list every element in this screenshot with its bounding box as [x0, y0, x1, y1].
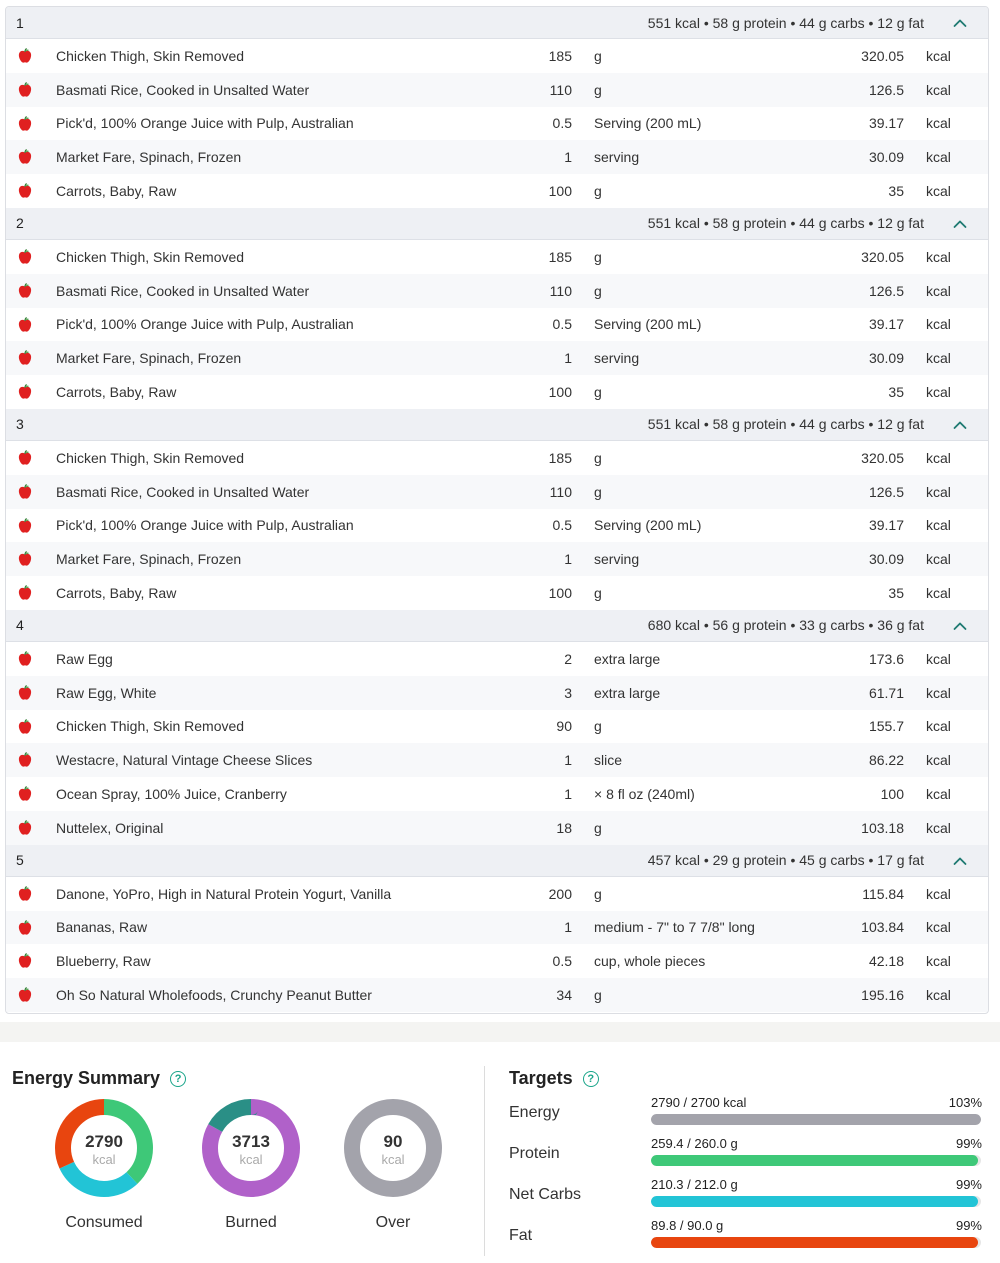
donut-label: Burned [225, 1214, 277, 1231]
food-name[interactable]: Chicken Thigh, Skin Removed [56, 47, 245, 64]
meal-number: 1 [16, 14, 24, 31]
food-row[interactable] [6, 509, 988, 543]
target-percent: 99% [955, 1177, 982, 1192]
food-unit[interactable]: medium - 7" to 7 7/8" long [594, 919, 755, 936]
food-amount[interactable]: 185 [548, 47, 572, 64]
target-progress-bar [651, 1155, 981, 1166]
food-unit[interactable]: cup, whole pieces [594, 953, 706, 970]
meal-summary: 551 kcal • 58 g protein • 44 g carbs • 12 g fat [647, 14, 924, 31]
food-kcal-unit: kcal [926, 684, 951, 701]
food-name[interactable]: Pick'd, 100% Orange Juice with Pulp, Australian [56, 517, 354, 534]
food-kcal-unit: kcal [926, 115, 951, 132]
food-unit[interactable]: g [594, 585, 602, 602]
chevron-up-icon[interactable] [952, 853, 968, 869]
food-unit[interactable]: g [594, 47, 602, 64]
food-unit[interactable]: extra large [594, 650, 661, 667]
food-kcal: 155.7 [868, 718, 904, 735]
energy-summary-header [12, 1068, 186, 1089]
food-name[interactable]: Bananas, Raw [56, 919, 148, 936]
food-amount[interactable]: 1 [564, 786, 572, 803]
target-value: 2790 / 2700 kcal [651, 1095, 747, 1110]
apple-icon [16, 47, 34, 65]
food-kcal: 30.09 [868, 350, 904, 367]
meal-number: 4 [16, 617, 24, 634]
food-amount[interactable]: 1 [564, 149, 572, 166]
food-unit[interactable]: serving [594, 149, 640, 166]
food-row[interactable] [6, 777, 988, 811]
food-kcal: 126.5 [868, 81, 904, 98]
food-unit[interactable]: serving [594, 551, 640, 568]
food-kcal: 42.18 [868, 953, 904, 970]
food-amount[interactable]: 34 [556, 987, 572, 1004]
food-name[interactable]: Raw Egg, White [56, 684, 157, 701]
target-value: 259.4 / 260.0 g [651, 1136, 738, 1151]
food-amount[interactable]: 0.5 [552, 115, 572, 132]
donut-consumed [54, 1098, 154, 1231]
food-name[interactable]: Market Fare, Spinach, Frozen [56, 149, 242, 166]
apple-icon [16, 751, 34, 769]
energy-summary-title: Energy Summary [12, 1068, 161, 1088]
food-row[interactable] [6, 911, 988, 945]
meal-header[interactable] [6, 845, 988, 877]
food-kcal: 30.09 [868, 149, 904, 166]
food-name[interactable]: Raw Egg [56, 650, 113, 667]
food-kcal: 103.84 [861, 919, 904, 936]
apple-icon [16, 383, 34, 401]
apple-icon [16, 650, 34, 668]
food-name[interactable]: Pick'd, 100% Orange Juice with Pulp, Australian [56, 115, 354, 132]
target-progress-bar [651, 1237, 981, 1248]
food-unit[interactable]: g [594, 81, 602, 98]
chevron-up-icon[interactable] [952, 417, 968, 433]
food-kcal-unit: kcal [926, 786, 951, 803]
apple-icon [16, 584, 34, 602]
apple-icon [16, 115, 34, 133]
food-kcal-unit: kcal [926, 953, 951, 970]
food-amount[interactable]: 110 [549, 282, 572, 299]
help-icon[interactable]: ? [583, 1071, 599, 1087]
food-unit[interactable]: serving [594, 350, 640, 367]
food-kcal-unit: kcal [926, 47, 951, 64]
apple-icon [16, 349, 34, 367]
food-row[interactable] [6, 174, 988, 208]
food-kcal: 320.05 [861, 248, 904, 265]
apple-icon [16, 449, 34, 467]
food-kcal: 115.84 [862, 885, 904, 902]
food-amount[interactable]: 0.5 [552, 316, 572, 333]
apple-icon [16, 148, 34, 166]
food-kcal: 39.17 [868, 115, 904, 132]
apple-icon [16, 819, 34, 837]
food-kcal: 35 [888, 585, 904, 602]
donut-label: Consumed [65, 1214, 143, 1231]
apple-icon [16, 182, 34, 200]
food-kcal-unit: kcal [926, 551, 951, 568]
food-kcal: 39.17 [868, 316, 904, 333]
food-amount[interactable]: 100 [548, 384, 572, 401]
food-name[interactable]: Basmati Rice, Cooked in Unsalted Water [56, 483, 310, 500]
donut-label: Over [375, 1214, 411, 1231]
targets-title: Targets [509, 1068, 573, 1088]
food-row[interactable] [6, 73, 988, 107]
donut-over [343, 1098, 443, 1231]
food-amount[interactable]: 185 [548, 248, 572, 265]
food-unit[interactable]: Serving (200 mL) [594, 115, 702, 132]
food-row[interactable] [6, 441, 988, 475]
food-kcal: 30.09 [868, 551, 904, 568]
vertical-divider [484, 1066, 485, 1256]
target-value: 89.8 / 90.0 g [651, 1218, 724, 1233]
food-amount[interactable]: 0.5 [552, 517, 572, 534]
food-unit[interactable]: slice [594, 752, 623, 769]
food-name[interactable]: Oh So Natural Wholefoods, Crunchy Peanut Butter [56, 987, 372, 1004]
food-name[interactable]: Blueberry, Raw [56, 953, 151, 970]
meal-summary: 680 kcal • 56 g protein • 33 g carbs • 36 g fat [647, 617, 924, 634]
apple-icon [16, 684, 34, 702]
food-name[interactable]: Chicken Thigh, Skin Removed [56, 248, 245, 265]
meal-number: 2 [16, 215, 24, 232]
food-name[interactable]: Ocean Spray, 100% Juice, Cranberry [56, 786, 287, 803]
food-kcal: 103.18 [861, 819, 904, 836]
section-separator [0, 1022, 1000, 1042]
food-kcal: 35 [888, 183, 904, 200]
target-progress-fill [651, 1114, 981, 1125]
food-row[interactable] [6, 475, 988, 509]
target-label: Fat [509, 1227, 533, 1244]
food-kcal: 320.05 [861, 47, 904, 64]
food-row[interactable] [6, 877, 988, 911]
food-amount[interactable]: 3 [564, 684, 572, 701]
food-amount[interactable]: 200 [548, 885, 572, 902]
donut-unit: kcal [92, 1152, 116, 1167]
food-kcal: 35 [888, 384, 904, 401]
food-unit[interactable]: g [594, 248, 602, 265]
food-kcal-unit: kcal [926, 384, 951, 401]
donut-value: 90 [383, 1132, 403, 1151]
food-name[interactable]: Chicken Thigh, Skin Removed [56, 718, 245, 735]
food-unit[interactable]: g [594, 384, 602, 401]
apple-icon [16, 718, 34, 736]
food-kcal-unit: kcal [926, 81, 951, 98]
meals-table [5, 6, 989, 1014]
food-name[interactable]: Basmati Rice, Cooked in Unsalted Water [56, 282, 310, 299]
donut-unit: kcal [381, 1152, 405, 1167]
food-kcal-unit: kcal [926, 885, 951, 902]
food-unit[interactable]: g [594, 885, 602, 902]
food-kcal: 320.05 [861, 449, 904, 466]
food-name[interactable]: Market Fare, Spinach, Frozen [56, 551, 242, 568]
food-name[interactable]: Market Fare, Spinach, Frozen [56, 350, 242, 367]
food-kcal-unit: kcal [926, 752, 951, 769]
food-amount[interactable]: 1 [564, 551, 572, 568]
food-kcal-unit: kcal [926, 819, 951, 836]
food-kcal-unit: kcal [926, 483, 951, 500]
apple-icon [16, 986, 34, 1004]
food-kcal: 126.5 [868, 483, 904, 500]
food-row[interactable] [6, 341, 988, 375]
food-name[interactable]: Chicken Thigh, Skin Removed [56, 449, 245, 466]
food-amount[interactable]: 110 [549, 483, 572, 500]
meal-summary: 457 kcal • 29 g protein • 45 g carbs • 17 g fat [647, 852, 924, 869]
food-row[interactable] [6, 107, 988, 141]
food-name[interactable]: Carrots, Baby, Raw [56, 183, 177, 200]
meal-header[interactable] [6, 409, 988, 441]
food-amount[interactable]: 1 [564, 350, 572, 367]
food-unit[interactable]: g [594, 282, 602, 299]
donut-unit: kcal [239, 1152, 263, 1167]
chevron-up-icon[interactable] [952, 15, 968, 31]
meal-header[interactable] [6, 610, 988, 642]
apple-icon [16, 550, 34, 568]
food-unit[interactable]: g [594, 449, 602, 466]
target-percent: 103% [948, 1095, 982, 1110]
food-row[interactable] [6, 140, 988, 174]
chevron-up-icon[interactable] [952, 216, 968, 232]
food-kcal-unit: kcal [926, 316, 951, 333]
apple-icon [16, 785, 34, 803]
food-kcal-unit: kcal [926, 585, 951, 602]
apple-icon [16, 483, 34, 501]
food-kcal: 173.6 [868, 650, 904, 667]
food-row[interactable] [6, 710, 988, 744]
food-name[interactable]: Carrots, Baby, Raw [56, 585, 177, 602]
food-kcal-unit: kcal [926, 248, 951, 265]
apple-icon [16, 248, 34, 266]
food-kcal: 39.17 [868, 517, 904, 534]
food-amount[interactable]: 90 [556, 718, 572, 735]
food-row[interactable] [6, 944, 988, 978]
targets-header [509, 1068, 599, 1089]
donut-value: 2790 [85, 1132, 123, 1151]
meal-header[interactable] [6, 208, 988, 240]
food-amount[interactable]: 2 [564, 650, 572, 667]
donut-value: 3713 [232, 1132, 270, 1151]
food-kcal: 86.22 [868, 752, 904, 769]
food-row[interactable] [6, 642, 988, 676]
apple-icon [16, 919, 34, 937]
food-kcal-unit: kcal [926, 718, 951, 735]
food-amount[interactable]: 0.5 [552, 953, 572, 970]
food-row[interactable] [6, 676, 988, 710]
meal-number: 5 [16, 852, 24, 869]
food-unit[interactable]: extra large [594, 684, 661, 701]
food-kcal-unit: kcal [926, 350, 951, 367]
food-amount[interactable]: 18 [556, 819, 572, 836]
food-kcal: 61.71 [868, 684, 904, 701]
food-unit[interactable]: g [594, 819, 602, 836]
food-name[interactable]: Westacre, Natural Vintage Cheese Slices [56, 752, 313, 769]
target-progress-fill [651, 1155, 978, 1166]
food-row[interactable] [6, 811, 988, 845]
food-amount[interactable]: 110 [549, 81, 572, 98]
food-row[interactable] [6, 39, 988, 73]
food-kcal-unit: kcal [926, 919, 951, 936]
target-progress-fill [651, 1196, 978, 1207]
food-kcal: 195.16 [861, 987, 904, 1004]
food-row[interactable] [6, 978, 988, 1012]
food-amount[interactable]: 100 [548, 183, 572, 200]
food-amount[interactable]: 1 [564, 919, 572, 936]
food-name[interactable]: Basmati Rice, Cooked in Unsalted Water [56, 81, 310, 98]
food-amount[interactable]: 185 [548, 449, 572, 466]
meal-header[interactable] [6, 7, 988, 39]
food-kcal-unit: kcal [926, 149, 951, 166]
chevron-up-icon[interactable] [952, 618, 968, 634]
food-kcal: 100 [880, 786, 904, 803]
food-kcal-unit: kcal [926, 449, 951, 466]
food-kcal-unit: kcal [926, 517, 951, 534]
target-label: Protein [509, 1145, 560, 1162]
food-row[interactable] [6, 743, 988, 777]
apple-icon [16, 81, 34, 99]
food-kcal: 126.5 [868, 282, 904, 299]
donut-burned [201, 1098, 301, 1231]
target-progress-bar [651, 1196, 981, 1207]
target-label: Energy [509, 1104, 560, 1121]
target-value: 210.3 / 212.0 g [651, 1177, 738, 1192]
food-kcal-unit: kcal [926, 650, 951, 667]
food-unit[interactable]: Serving (200 mL) [594, 316, 702, 333]
apple-icon [16, 517, 34, 535]
food-row[interactable] [6, 308, 988, 342]
apple-icon [16, 316, 34, 334]
food-row[interactable] [6, 576, 988, 610]
food-row[interactable] [6, 375, 988, 409]
target-label: Net Carbs [509, 1186, 582, 1203]
food-row[interactable] [6, 542, 988, 576]
food-kcal-unit: kcal [926, 282, 951, 299]
help-icon[interactable]: ? [170, 1071, 186, 1087]
food-kcal-unit: kcal [926, 987, 951, 1004]
food-unit[interactable]: g [594, 718, 602, 735]
food-name[interactable]: Danone, YoPro, High in Natural Protein Yogurt, Vanilla [56, 885, 392, 902]
food-amount[interactable]: 100 [548, 585, 572, 602]
meal-number: 3 [16, 416, 24, 433]
apple-icon [16, 282, 34, 300]
apple-icon [16, 885, 34, 903]
target-percent: 99% [955, 1136, 982, 1151]
food-unit[interactable]: g [594, 987, 602, 1004]
food-unit[interactable]: × 8 fl oz (240ml) [594, 786, 695, 803]
apple-icon [16, 952, 34, 970]
food-unit[interactable]: g [594, 183, 602, 200]
target-progress-bar [651, 1114, 981, 1125]
meal-summary: 551 kcal • 58 g protein • 44 g carbs • 12 g fat [647, 416, 924, 433]
food-kcal-unit: kcal [926, 183, 951, 200]
food-name[interactable]: Nuttelex, Original [56, 819, 164, 836]
food-unit[interactable]: g [594, 483, 602, 500]
food-unit[interactable]: Serving (200 mL) [594, 517, 702, 534]
food-row[interactable] [6, 240, 988, 274]
meal-summary: 551 kcal • 58 g protein • 44 g carbs • 12 g fat [647, 215, 924, 232]
food-amount[interactable]: 1 [564, 752, 572, 769]
food-name[interactable]: Carrots, Baby, Raw [56, 384, 177, 401]
food-row[interactable] [6, 274, 988, 308]
food-name[interactable]: Pick'd, 100% Orange Juice with Pulp, Australian [56, 316, 354, 333]
target-progress-fill [651, 1237, 978, 1248]
target-percent: 99% [955, 1218, 982, 1233]
